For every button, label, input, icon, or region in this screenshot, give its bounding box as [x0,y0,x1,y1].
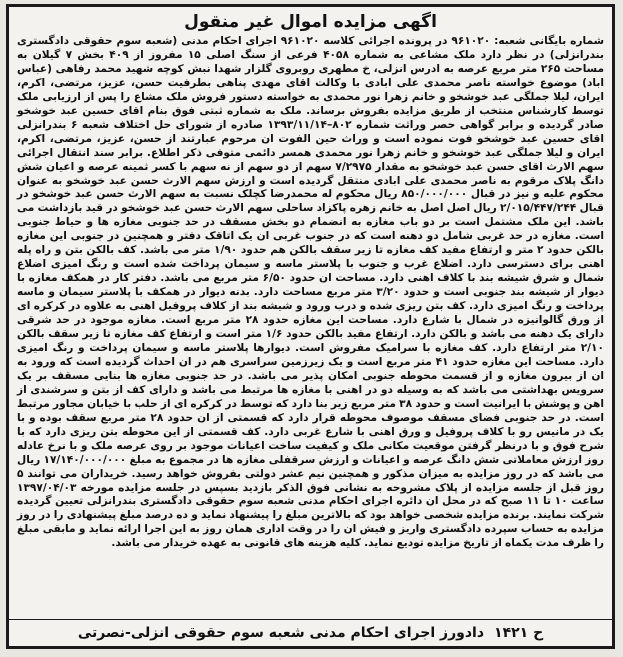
notice-body: شماره بایگانی شعبه: ۹۶۱۰۲۰ در پرونده اجرائی کلاسه ۹۶۱۰۲۰ اجرای احکام مدنی (شعبه سوم حقوقی دادگستری بندرانزلی) در نظر دارد ملک مشاعی به شماره ۴۰۵۸ فرعی از سنگ اصلی ۱۵ مفروز از ۴۰۹ بخش ۷ گیلان به مساحت ۲۶۵ متر مربع عرصه به ادرس انزلی، خ مطهری روبروی گلزار شهدا نبش کوچه شهید محمد رفاهی (عباس اباد) موضوع خواسته ناصر محمدی علی ابادی با وکالت اقای مهدی پناهی بطرفیت حسن، عزیز، مرتضی، اکرم، ایران، لیلا جملگی عبد خوشخو و خانم زهرا نور محمدی به خواسته دستور فروش ملک مشاع را پس از ارزیابی ملک توسط کارشناس منتخب از طریق مزایده بفروش برساند. ملک به شماره ثبتی فوق بنام اقای حسین عبد خوشخو صادر گردیده و برابر گواهی حصر وراثت شماره ۸۰۲–۱۳۹۳/۱۱/۱۴ صادره از شورای حل اختلاف شعبه ۶ بندرانزلی اقای حسین عبد خوشخو فوت نموده است و وراث حین الفوت ان مرحوم عبارتند از حسن، عزیز، مرتضی، اکرم، ایران و لیلا جملگی عبد خوشخو و خانم زهرا نور محمدی همسر دائمی متوفی ذکر اطلاع. برابر سند انتقال اجرائی سهم الارث اقای حسن عبد خوشخو به مقدار ۷/۲۹۷۵ سهم از دو سهم از نه سهم با کسر ثمینه عرصه و اعیان شش دانگ پلاک مرقوم به ناصر محمدی علی ابادی منتقل گردیده است و ارزش سهم الارث حسن عبد خوشخو به عنوان محکوم علیه و نیز در قبال ۸۵۰/۰۰۰/۰۰۰ ریال محکوم له محمدرضا کچلک نسبت به سهم الارث حسن عبد خوشخو در قبال ۲/۰۱۵/۴۴۷/۲۴۴ ریال اصل اصل به خانم زهره پاکزاد ساحلی سهم الارث حسن عبد خوشخو در قید بازداشت می باشد. این ملک مشتمل است بر دو باب مغازه به انضمام دو بخش مسقف در حد جنوبی مغازه ها و حیاط جنوبی است. مغازه در حد غربی شامل دو دهنه است که در جنوب غربی ان یک اتاقک دفتر و همچنین در جنوبی این مغازه بالکن حدود ۲ متر و ارتفاع مفید کف مغازه تا زیر سقف بالکن هم حدود ۱/۹۰ متر می باشد. کف بالکن بتن و راه پله اهنی برای دسترسی دارد. اضلاع غرب و جنوب با پلاستر ماسه و سیمان پرداخت شده است و رنگ امیزی اضلاع شمال و شرق شیشه بند با کلاف اهنی دارد. مساحت ان حدود ۶/۵۰ متر مربع می باشد. دفتر کار در همکف مغازه با دیوار از شیشه بند جنوبی است و حدود ۳/۲۰ متر مربع مساحت دارد. بدنه دیوار در همکف با پلاستر سیمان و ماسه پرداخت و رنگ امیزی دارد. کف بتن ریزی شده و درب ورود و شیشه بند از کلاف پروفیل اهنی به علاوه در کرکره ای از ورق گالوانیزه در شمال با شارع دارد. مساحت این مغازه حدود ۲۸ متر مربع است. مغازه موجود در حد شرقی دارای یک دهنه می باشد و بالکن دارد. ارتفاع مفید بالکن حدود ۱/۶ متر است و ارتفاع کف مغازه تا زیر سقف بالکن ۲/۱۰ متر ارتفاع دارد. کف مغازه با سرامیک مفروش است. دیوارها پلاستر ماسه و سیمان پرداخت و رنگ امیزی دارد. مساحت این مغازه حدود ۴۱ متر مربع است و یک زیرزمین سراسری هم در ان احداث گردیده است که ورود به ان از بیرون مغازه و از قسمت محوطه جنوبی امکان پذیر می باشد. در حد جنوبی مغازه ها بنایی مسقف بر یک سرویس بهداشتی می باشد که به وسیله دو در اهنی با مغازه ها مرتبط می باشد و دارای کف از بتن و سرشندی از اهن و پوشش با ایرانیت است و حدود ۳۸ متر مربع زیر بنا دارد که توسط در کرکره ای از حلب با خیابان مجاور مرتبط است. در حد جنوبی فضای مسقف موصوف محوطه قرار دارد که قسمتی از ان حدود ۲۸ متر مربع سقف بوده و با یک در مانیس رو با کلاف پروفیل و ورق اهنی با شارع غربی دارد. کف قسمتی از این محوطه بتن ریزی دارد که با شرح فوق و با درنظر گرفتن موقعیت مکانی ملک و کیفیت ساخت اعیانات موجود بر روی عرصه ملک و با نرخ عادله روز ارزش معاملاتی شش دانگ عرصه و اعیانات و ارزش سرقفلی مغازه ها در مجموع به مبلغ ۱۷/۱۴۰/۰۰۰/۰۰۰ ریال می باشد که در روز مزایده به میزان مذکور و همچنین نیم عشر دولتی بفروش خواهد رسید. خریداران می توانند ۵ روز قبل از جلسه مزایده از پلاک مشروحه به نشانی فوق الذکر بازدید بسپس در جلسه مزایده مورخه ۱۳۹۷/۰۴/۰۳ ساعت ۱۰ تا ۱۱ صبح که در محل ان دائره اجرای احکام مدنی شعبه سوم حقوقی دادگستری بندرانزلی تعیین گردیده شرکت نمایند. برنده مزایده شخصی خواهد بود که بالاترین مبلغ را پیشنهاد نماید و ده درصد مبلغ پیشنهادی را در روز مزایده به حساب سپرده دادگستری واریز و فیش ان را در وقت اداری همان روز به این اجرا ارائه نماید و مابقی مبلغ را ظرف مدت یکماه از تاریخ مزایده تودیع نماید. کلیه هزینه های قانونی به عهده خریدار می باشد. [17,35,605,550]
footer-signature: دادورز اجرای احکام مدنی شعبه سوم حقوقی انزلی-نصرتی [77,625,485,641]
footer-code: ح ۱۴۲۱ [494,625,544,641]
notice-footer [9,619,612,646]
auction-notice [6,4,615,649]
notice-title: اگهی مزایده اموال غیر منقول [184,12,437,32]
